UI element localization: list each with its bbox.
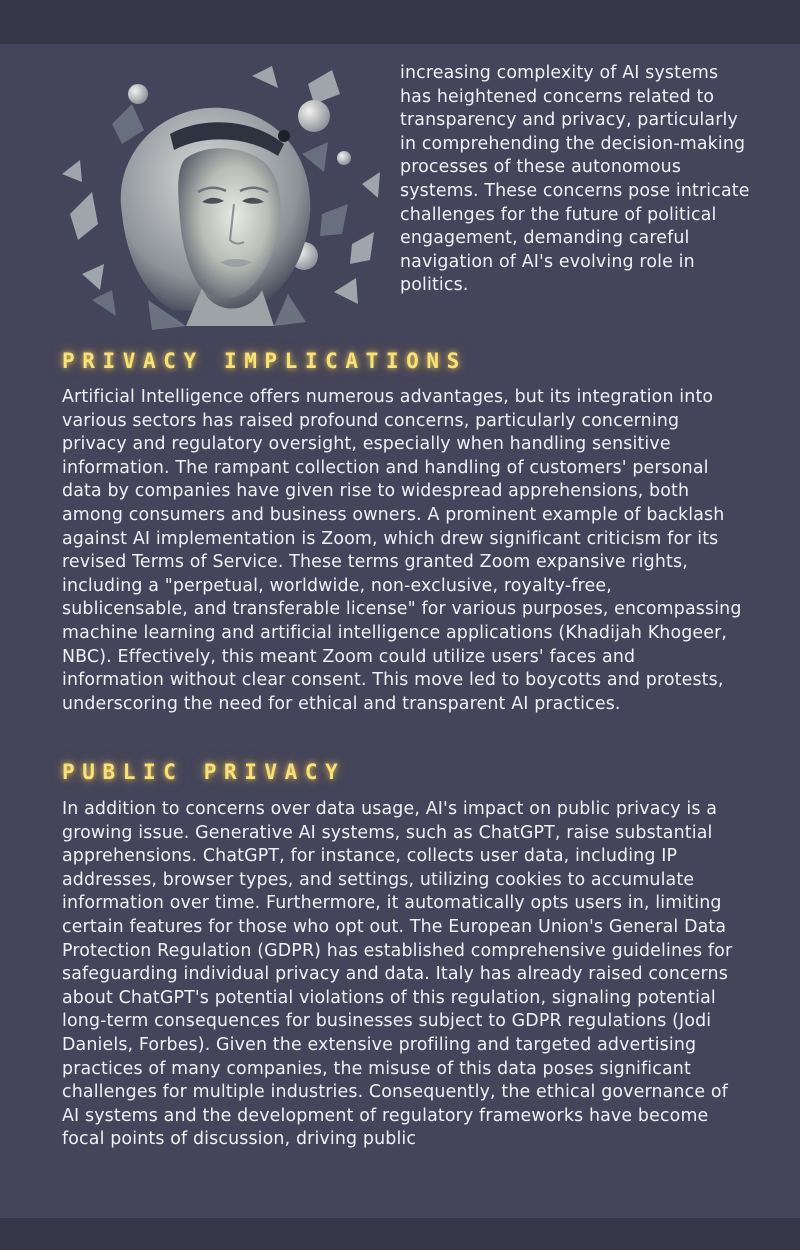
section-body-privacy-implications: Artificial Intelligence offers numerous advantages, but its integration into various sectors has raised profound concerns, particularly concerning privacy and regulatory oversight, especially when handling sensitive information. The rampant collection and handling of customers' personal data by companies have given rise to widespread apprehensions, both among consumers and business owners. A prominent example of backlash against AI implementation is Zoom, which drew significant criticism for its revised Terms of Service. These terms granted Zoom expansive rights, including a "perpetual, worldwide, non-exclusive, royalty-free, sublicensable, and transferable license" for various purposes, encompassing machine learning and artificial intelligence applications (Khadijah Khogeer, NBC). Effectively, this meant Zoom could utilize users' faces and information without clear consent. This move led to boycotts and protests, underscoring the need for ethical and transparent AI practices. (62, 387, 742, 714)
section-body-public-privacy: In addition to concerns over data usage, AI's impact on public privacy is a growing issue. Generative AI systems, such as ChatGPT, raise substantial apprehensions. ChatGPT, for instance, collects user data, including IP addresses, browser types, and settings, utilizing cookies to accumulate information over time. Furthermore, it automatically opts users in, limiting certain features for those who opt out. The European Union's General Data Protection Regulation (GDPR) has established comprehensive guidelines for safeguarding individual privacy and data. Italy has already raised concerns about ChatGPT's potential violations of this regulation, signaling potential long-term consequences for businesses subject to GDPR regulations (Jodi Daniels, Forbes). Given the extensive profiling and targeted advertising practices of many companies, the misuse of this data poses significant challenges for multiple industries. Consequently, the ethical governance of AI systems and the development of regulatory frameworks have become focal points of discussion, driving public (62, 799, 733, 1150)
bottom-bar (0, 1218, 800, 1250)
section-heading-privacy-implications: PRIVACY IMPLICATIONS (62, 349, 467, 373)
document-page (0, 44, 800, 1218)
ai-face-illustration (52, 64, 384, 334)
intro-paragraph: increasing complexity of AI systems has heightened concerns related to transparency and privacy, particularly in comprehending the decision-making processes of these autonomous systems. These concerns pose intricate challenges for the future of political engagement, demanding careful navigation of AI's evolving role in politics. (400, 63, 750, 296)
top-bar (0, 0, 800, 44)
section-heading-public-privacy: PUBLIC PRIVACY (62, 760, 346, 784)
